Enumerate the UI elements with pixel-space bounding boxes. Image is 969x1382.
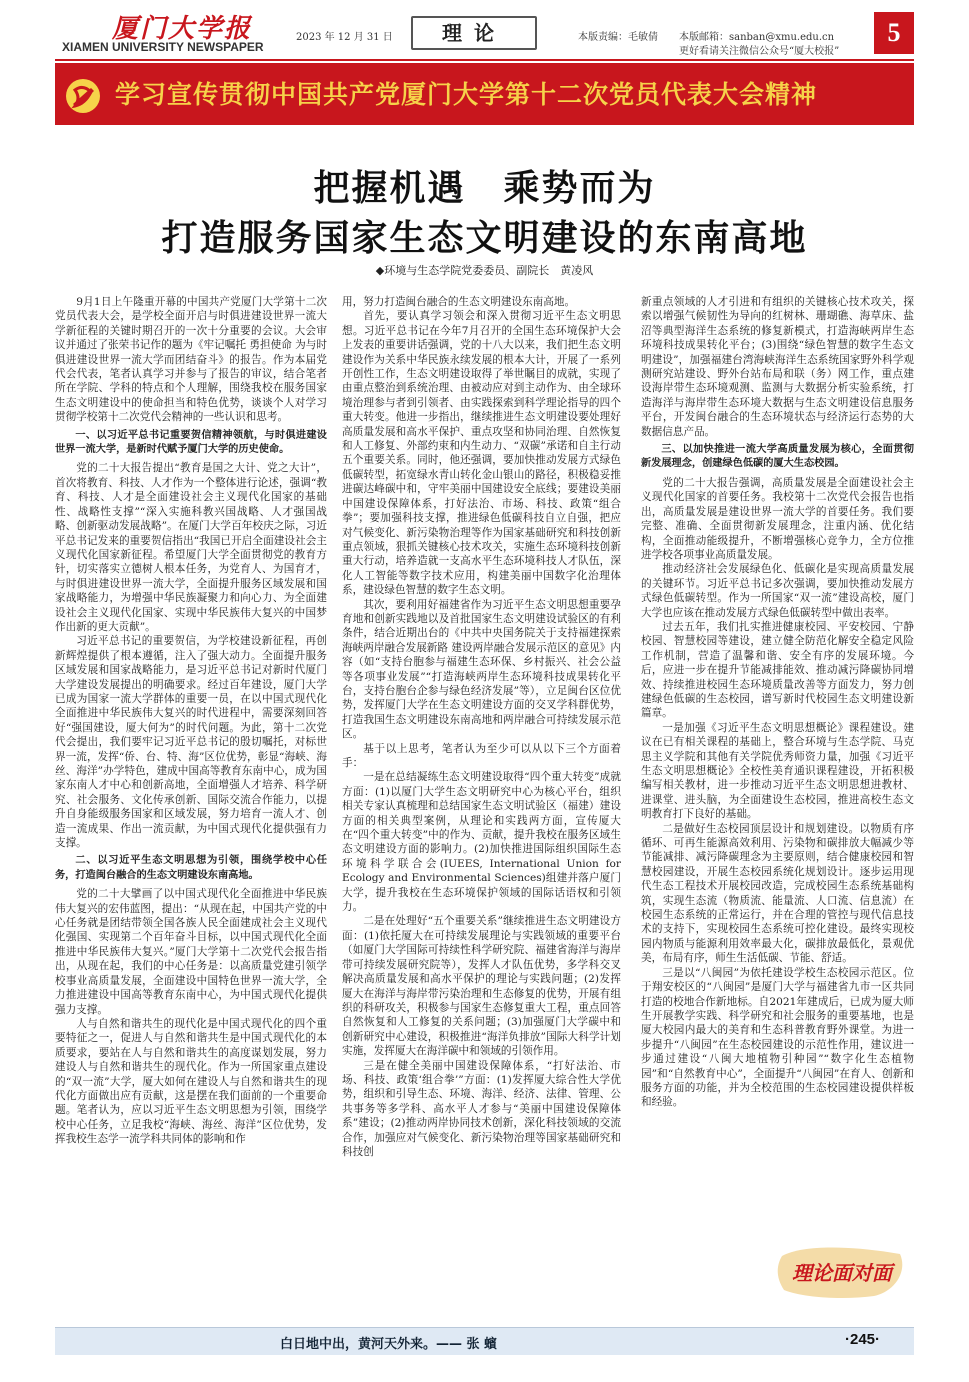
wechat-notice: 更好看请关注微信公众号“厦大校报” bbox=[679, 46, 840, 57]
article-paragraph: 二是在处理好“五个重要关系”继续推进生态文明建设方面：(1)依托厦大在可持续发展理论与实践领域的重要平台（如厦门大学国际可持续性科学研究院、福建省海洋与海岸带可持续发展研究院等），发挥人才队伍优势，多学科交叉解决高质量发展和高水平保护的理论与实践问题；(2)发挥厦大在海洋与海岸带污染治理和生态修复的优势，开展有组织的科研攻关，积极参与国家生态修复重大工程，重点回答自然恢复和人工修复的关系问题；(3)加强厦门大学碳中和创新研究中心建设，积极推进“海洋负排放”国际大科学计划实施，发挥厦大在海洋碳中和领域的引领作用。 bbox=[342, 915, 621, 1058]
issue-date: 2023 年 12 月 31 日 bbox=[296, 32, 393, 43]
banner-title: 学习宣传贯彻中国共产党厦门大学第十二次党员代表大会精神 bbox=[115, 80, 818, 109]
page-email: 本版邮箱：sanban@xmu.edu.cn bbox=[679, 32, 835, 43]
column-stamp-text: 理论面对面 bbox=[792, 1261, 892, 1285]
article-paragraph: 过去五年，我们扎实推进健康校园、平安校园、宁静校园、智慧校园等建设，建立健全防范化解安全稳定风险工作机制，营造了温馨和谐、安全有序的发展环境。今后，应进一步在提升节能减排能效、推动减污降碳协同增效、持续推进校园生态环境质量改善等方面发力，努力创建绿色低碳的生态校园，谱写新时代校园生态文明建设新篇章。 bbox=[641, 620, 914, 720]
article-paragraph: 其次，要利用好福建省作为习近平生态文明思想重要孕育地和创新实践地以及首批国家生态文明建设试验区的有利条件，结合近期出台的《中共中央国务院关于支持福建探索海峡两岸融合发展新路 建设两岸融合发展示范区的意见》内容（如“支持台胞参与福建生态环保、乡村振兴、社会公益等各项事业发展”“打造海峡两岸生态环境科技成果转化平台，支持台胞台企参与绿色经济发展”等），立足闽台区位优势，发挥厦门大学在生态文明建设方面的交叉学科群优势，打造我国生态文明建设东南高地和两岸融合可持续发展示范区。 bbox=[342, 598, 621, 741]
article-paragraph: 一是在总结凝练生态文明建设取得“四个重大转变”成就方面：(1)以厦门大学生态文明研究中心为核心平台，组织相关专家认真梳理和总结国家生态文明试验区（福建）建设方面的相关典型案例，从理论和实践两方面，宣传厦大在“四个重大转变”中的作为、贡献，提升我校在服务区域生态文明建设方面的影响力。(2)加快推进国际组织国际生态环境科学联合会(IUEES, International Union for Ecology and Environmental Sciences)组建并落户厦门大学，提升我校在生态环境保护领域的国际话语权和引领力。 bbox=[342, 771, 621, 914]
section-label: 理论 bbox=[411, 16, 537, 50]
newspaper-logo-english: XIAMEN UNIVERSITY NEWSPAPER bbox=[62, 40, 264, 54]
article-paragraph: 党的二十大报告提出“教育是国之大计、党之大计”，首次将教育、科技、人才作为一个整体进行论述，强调“教育、科技、人才是全面建设社会主义现代化国家的基础性、战略性支撑”“深入实施科教兴国战略、人才强国战略、创新驱动发展战略”。在厦门大学百年校庆之际，习近平总书记发来的重要贺信指出“我国已开启全面建设社会主义现代化国家新征程。希望厦门大学全面贯彻党的教育方针，切实落实立德树人根本任务，为党育人、为国育才，与时俱进建设世界一流大学，全面提升服务区域发展和国家战略能力，为增强中华民族凝聚力和向心力、为全面建设社会主义现代化国家、实现中华民族伟大复兴的中国梦作出新的更大贡献”。 bbox=[55, 462, 327, 633]
newspaper-logo: 厦门大学报 bbox=[112, 14, 253, 44]
article-title-line1: 把握机遇 乘势而为 bbox=[313, 167, 656, 209]
article-column-1 bbox=[55, 295, 327, 1325]
article-paragraph: 首先，要认真学习领会和深入贯彻习近平生态文明思想。习近平总书记在今年7月召开的全国生态环境保护大会上发表的重要讲话强调，党的十八大以来，我们把生态文明建设作为关系中华民族永续发展的根本大计，开展了一系列开创性工作，生态文明建设取得了举世瞩目的成就，实现了由重点整治到系统治理、由被动应对到主动作为、由全球环境治理参与者到引领者、由实践探索到科学理论指导的四个重大转变。他进一步指出，继续推进生态文明建设要处理好高质量发展和高水平保护、重点攻坚和协同治理、自然恢复和人工修复、外部约束和内生动力、“双碳”承诺和自主行动五个重要关系。同时，他还强调，要加快推动发展方式绿色低碳转型，拓宽绿水青山转化金山银山的路径，积极稳妥推进碳达峰碳中和，守牢美丽中国建设安全底线；要建设美丽中国建设保障体系，打好法治、市场、科技、政策“组合拳”；要加强科技支撑，推进绿色低碳科技自立自强，把应对气候变化、新污染物治理等作为国家基础研究和科技创新重点领域，狠抓关键核心技术攻关，实施生态环境科技创新重大行动，培养造就一支高水平生态环境科技人才队伍，深化人工智能等数字技术应用，构建美丽中国数字化治理体系，建设绿色智慧的数字生态文明。 bbox=[342, 310, 621, 597]
article-paragraph: 三是以“八闽园”为依托建设学校生态校园示范区。位于翔安校区的“八闽园”是厦门大学与福建省九市一区共同打造的校地合作新地标。自2021年建成后，已成为厦大师生开展教学实践、科学研究和社会服务的重要基地，也是厦大校园内最大的美育和生态科普教育野外课堂。为进一步提升“八闽园”在生态校园建设的示范性作用，建议进一步通过建设“八闽大地植物引种园”“数字化生态植物园”和“自然教育中心”，全面提升“八闽园”在育人、创新和服务方面的功能，并为全校范围的生态校园建设提供样板和经验。 bbox=[641, 966, 914, 1109]
article-paragraph: 二是做好生态校园顶层设计和规划建设。以物质有序循环、可再生能源高效利用、污染物和碳排放大幅减少等节能减排、减污降碳理念为主要原则，结合健康校园和智慧校园建设，开展生态校园系统化规划设计。逐步运用现代生态工程技术开展校园改造，完成校园生态系统基础构筑，实现生态流（物质流、能量流、人口流、信息流）在校园生态系统的正常运行，并在合理的管控与现代信息技术的支持下，实现校园生态系统可控化建设。最终实现校园内物质与能源利用效率最大化，碳排放最低化，景观优美，布局有序，师生生活低碳、节能、舒适。 bbox=[641, 822, 914, 965]
article-title-line2: 打造服务国家生态文明建设的东南高地 bbox=[161, 217, 808, 259]
article-paragraph: 新重点领域的人才引进和有组织的关键核心技术攻关，探索以增强气候韧性为导向的红树林、珊瑚礁、海草床、盐沼等典型海洋生态系统的修复新模式，打造海峡两岸生态环境科技成果转化平台；(3)围绕“绿色智慧的数字生态文明建设”，加强福建台湾海峡海洋生态系统国家野外科学观测研究站建设、野外台站布局和联（务）网工作，重点建设海岸带生态环境观测、监测与大数据分析实验系统，打造海洋与海岸带生态环境大数据与生态文明建设信息服务平台，开发闽台融合的生态环境状态与经济运行态势的大数据信息产品。 bbox=[641, 296, 914, 438]
article-paragraph: 党的二十大擘画了以中国式现代化全面推进中华民族伟大复兴的宏伟蓝图，提出：“从现在起，中国共产党的中心任务就是团结带领全国各族人民全面建成社会主义现代化强国、实现第二个百年奋斗目标，以中国式现代化全面推进中华民族伟大复兴。”厦门大学第十二次党代会报告指出，从现在起，我们的中心任务是：以高质量党建引领学校事业高质量发展，全面建设中国特色世界一流大学，全力推进建设中国高等教育东南中心，为中国式现代化提供强力支撑。 bbox=[55, 888, 327, 1016]
article-paragraph: 基于以上思考，笔者认为至少可以从以下三个方面着手： bbox=[342, 742, 621, 769]
article-paragraph: 推动经济社会发展绿色化、低碳化是实现高质量发展的关键环节。习近平总书记多次强调，要加快推动发展方式绿色低碳转型。作为一所国家“双一流”建设高校，厦门大学也应该在推动发展方式绿色低碳转型中做出表率。 bbox=[641, 563, 914, 619]
section-heading: 三、以加快推进一流大学高质量发展为核心，全面贯彻新发展理念，创建绿色低碳的厦大生态校园。 bbox=[641, 444, 914, 470]
article-paragraph: 人与自然和谐共生的现代化是中国式现代化的四个重要特征之一，促进人与自然和谐共生是中国式现代化的本质要求，要站在人与自然和谐共生的高度谋划发展，努力建设人与自然和谐共生的现代化。作为一所国家重点建设的“双一流”大学，厦大如何在建设人与自然和谐共生的现代化方面做出应有贡献，这是摆在我们面前的一个重要命题。笔者认为，应以习近平生态文明思想为引领，围绕学校中心任务，立足我校“海峡、海丝、海洋”区位优势，发挥我校生态学一流学科共同体的影响和作 bbox=[55, 1017, 327, 1146]
section-heading: 一、以习近平总书记重要贺信精神领航，与时俱进建设世界一流大学，是新时代赋予厦门大学的历史使命。 bbox=[55, 429, 327, 456]
masthead-divider bbox=[55, 59, 914, 61]
article-paragraph: 一是加强《习近平生态文明思想概论》课程建设。建议在已有相关课程的基础上，整合环境与生态学院、马克思主义学院和其他有关学院优秀师资力量，加强《习近平生态文明思想概论》全校性美育通识课程建设，开拓积极编写相关教材，进一步推动习近平生态文明思想进教材、进课堂、进头脑，为全面建设生态校园，推进高校生态文明教育打下良好的基础。 bbox=[641, 721, 914, 821]
article-column-3 bbox=[641, 295, 914, 1325]
page-editor: 本版责编：毛敏倩 bbox=[578, 32, 658, 43]
article-byline: ◆环境与生态学院党委委员、副院长 黄凌风 bbox=[375, 264, 594, 277]
article-paragraph: 习近平总书记的重要贺信，为学校建设新征程，再创新辉煌提供了根本遵循，注入了强大动力。全面提升服务区域发展和国家战略能力，是习近平总书记对新时代厦门大学建设发展提出的明确要求。经过百年建设，厦门大学已成为国家一流大学群体的重要一员，在以中国式现代化全面推进中华民族伟大复兴的时代进程中，需要深刻回答好“强国建设，厦大何为”的时代问题。为此，第十二次党代会提出，我们要牢记习近平总书记的殷切嘱托，对标世界一流，发挥“侨、台、特、海”区位优势，彰显“海峡、海丝、海洋”办学特色，建成中国高等教育东南中心，成为国家东南人才中心和创新高地，全面增强人才培养、科学研究、社会服务、文化传承创新、国际交流合作能力，以提升自身能级服务国家和区域发展，努力培育一流人才、创造一流成果、作出一流贡献，为中国式现代化提供强有力支撑。 bbox=[55, 635, 327, 850]
article-paragraph: 党的二十大报告强调，高质量发展是全面建设社会主义现代化国家的首要任务。我校第十二次党代会报告也指出，高质量发展是建设世界一流大学的首要任务。我们要完整、准确、全面贯彻新发展理念，注重内涵、优化结构，全面推动能级提升，不断增强核心竞争力，全方位推进学校各项事业高质量发展。 bbox=[641, 476, 914, 561]
footer-quote: 白日地中出，黄河天外来。—— 张 蠙 bbox=[280, 1337, 498, 1352]
section-heading: 二、以习近平生态文明思想为引领，围绕学校中心任务，打造闽台融合的生态文明建设东南高地。 bbox=[55, 855, 327, 881]
footer-page-number: ·245· bbox=[845, 1331, 881, 1348]
column-stamp-logo bbox=[774, 1242, 910, 1302]
page-number-badge: 5 bbox=[874, 12, 914, 54]
article-paragraph: 用，努力打造闽台融合的生态文明建设东南高地。 bbox=[342, 296, 576, 308]
article-paragraph: 9月1日上午隆重开幕的中国共产党厦门大学第十二次党员代表大会，是学校全面开启与时俱进建设世界一流大学新征程的关键时期召开的一次十分重要的会议。大会审议并通过了张荣书记作的题为《牢记嘱托 勇担使命 为与时俱进建设世界一流大学而团结奋斗》的报告。作为本届党代会代表，笔者认真学习并参与了报告的审议，结合笔者所在学院、学科的特点和个人理解，围绕我校在服务国家生态文明建设中的使命担当和特色优势，谈谈个人对学习贯彻学校第十二次党代会精神的一些认识和思考。 bbox=[55, 296, 327, 424]
article-column-2 bbox=[342, 295, 621, 1325]
article-paragraph: 三是在健全美丽中国建设保障体系，“打好法治、市场、科技、政策‘组合拳’”方面：(1)发挥厦大综合性大学优势，组织和引导生态、环境、海洋、经济、法律、管理、公共事务等多学科、高水平人才参与“美丽中国建设保障体系”建设；(2)推动两岸协同技术创新，深化科技领域的交流合作，加强应对气候变化、新污染物治理等国家基础研究和科技创 bbox=[342, 1059, 621, 1158]
party-emblem-icon bbox=[65, 78, 101, 114]
